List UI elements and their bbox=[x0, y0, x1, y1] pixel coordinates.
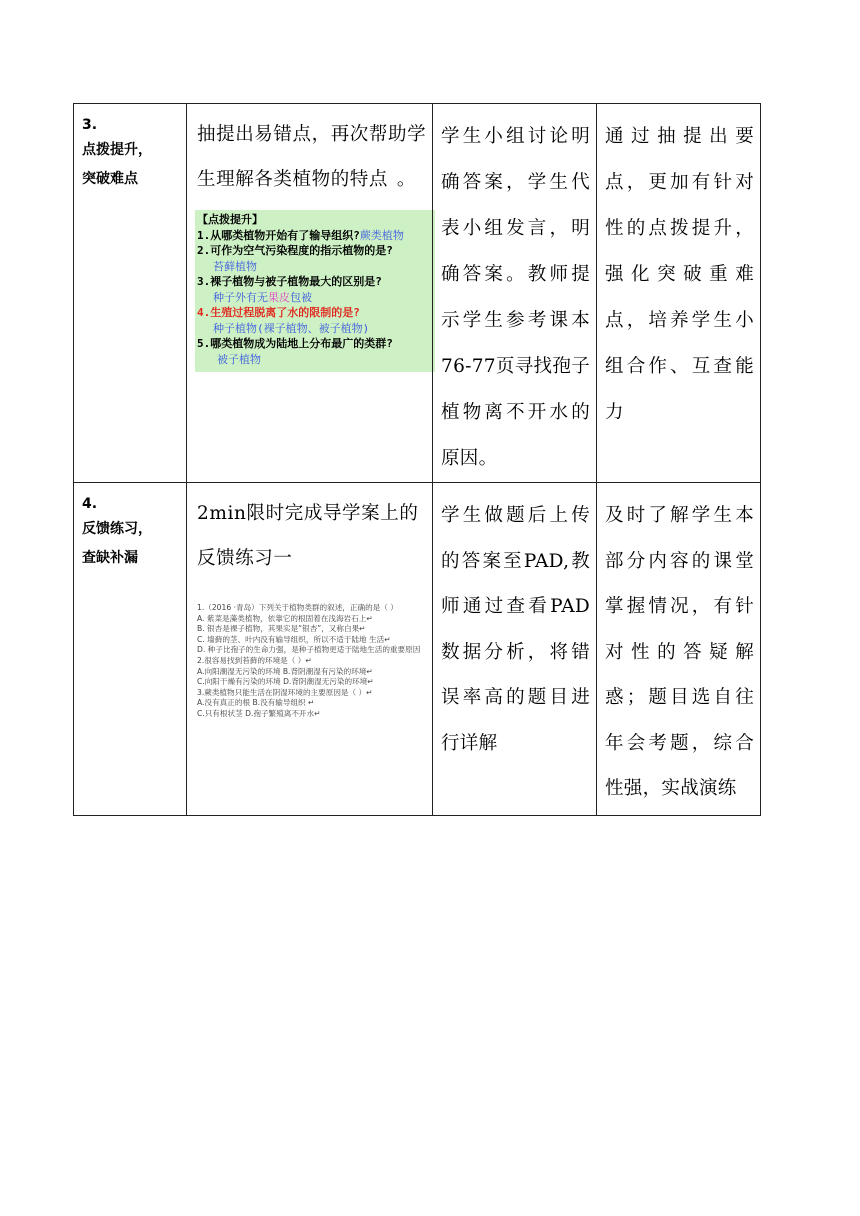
tip-answer-highlight: 果皮 bbox=[268, 290, 290, 304]
design-purpose-text: 及时了解学生本部分内容的课堂掌握情况，有针对性的答疑解惑；题目选自往年会考题，综合性强，实战演练 bbox=[605, 505, 754, 799]
exercise-line: C.只有根状茎 D.孢子繁殖离不开水↵ bbox=[197, 708, 321, 718]
step-number: 3. bbox=[82, 117, 98, 133]
table-row bbox=[74, 104, 761, 483]
step-number: 4. bbox=[82, 496, 98, 512]
tip-box-image bbox=[195, 210, 435, 372]
teacher-activity-text: 抽提出易错点，再次帮助学生理解各类植物的特点 bbox=[197, 124, 427, 190]
exercise-line: 2.很容易找到苔藓的环境是（ ）↵ bbox=[197, 655, 312, 665]
exercise-line: 3.蕨类植物只能生活在阴湿环境的主要原因是（ ）↵ bbox=[197, 687, 373, 697]
tip-answer: 苔藓植物 bbox=[213, 259, 257, 273]
step-title-line: 反馈练习， bbox=[82, 521, 152, 537]
design-purpose-cell bbox=[597, 104, 761, 483]
tip-answer: 被子植物 bbox=[217, 352, 261, 366]
tip-answer: 种子植物(裸子植物、被子植物) bbox=[213, 321, 370, 335]
teacher-activity-end: 。 bbox=[396, 169, 416, 190]
tip-answer: 包被 bbox=[290, 290, 312, 304]
step-cell bbox=[74, 483, 187, 816]
design-purpose-text: 通过抽提出要点，更加有针对性的点拨提升，强化突破重难点，培养学生小组合作、互查能力 bbox=[605, 126, 754, 423]
tip-answer: 蕨类植物 bbox=[359, 228, 404, 242]
table-row bbox=[74, 483, 761, 816]
tip-question-highlight: 4.生殖过程脱离了水的限制的是? bbox=[197, 306, 360, 319]
exercise-line: B. 银杏是裸子植物，其果实是“银杏”，又称白果↵ bbox=[197, 624, 366, 634]
exercise-line: C.向阳干燥有污染的环境 D.背阴潮湿无污染的环境↵ bbox=[197, 677, 374, 687]
tip-question: 5.哪类植物成为陆地上分布最广的类群? bbox=[197, 337, 393, 350]
tip-question: 2.可作为空气污染程度的指示植物的是? bbox=[197, 244, 393, 257]
design-purpose-cell bbox=[597, 483, 761, 816]
tip-question: 1.从哪类植物开始有了输导组织? bbox=[197, 228, 360, 242]
exercise-image bbox=[197, 603, 433, 720]
exercise-line: C. 墙藓的茎、叶内没有输导组织，所以不适于陆地 生活↵ bbox=[197, 634, 391, 644]
teacher-activity-cell bbox=[187, 483, 433, 816]
teacher-activity-cell bbox=[187, 104, 433, 483]
exercise-line: A. 紫菜是藻类植物，依靠它的根固着在浅海岩石上↵ bbox=[197, 613, 373, 623]
lesson-plan-table bbox=[73, 103, 761, 816]
step-cell bbox=[74, 104, 187, 483]
student-activity-cell bbox=[433, 483, 597, 816]
tip-question: 3.裸子植物与被子植物最大的区别是? bbox=[197, 275, 382, 288]
exercise-line: 1.（2016 ·青岛）下列关于植物类群的叙述，正确的是（ ） bbox=[197, 603, 398, 612]
student-activity-text: 学生小组讨论明确答案，学生代表小组发言，明确答案。教师提示学生参考课本76-77页寻找孢子植物离不开水的原因。 bbox=[441, 126, 590, 469]
step-title-line: 突破难点 bbox=[82, 171, 138, 187]
tip-title: 【点拨提升】 bbox=[197, 213, 263, 226]
tip-answer: 种子外有无 bbox=[213, 290, 268, 304]
step-title-line: 查缺补漏 bbox=[82, 550, 138, 566]
exercise-line: A.向阳潮湿无污染的环境 B.背阴潮湿有污染的环境↵ bbox=[197, 666, 373, 676]
exercise-line: A.没有真正的根 B.没有输导组织 ↵ bbox=[197, 698, 315, 708]
step-title-line: 点拨提升， bbox=[82, 142, 152, 158]
student-activity-text: 学生做题后上传的答案至PAD,教师通过查看PAD数据分析，将错误率高的题目进行详解 bbox=[441, 505, 590, 754]
exercise-line: D. 种子比孢子的生命力强，是种子植物更适于陆地生活的重要原因 bbox=[197, 645, 421, 655]
teacher-activity-text: 2min限时完成导学案上的反馈练习一 bbox=[197, 503, 419, 569]
student-activity-cell bbox=[433, 104, 597, 483]
